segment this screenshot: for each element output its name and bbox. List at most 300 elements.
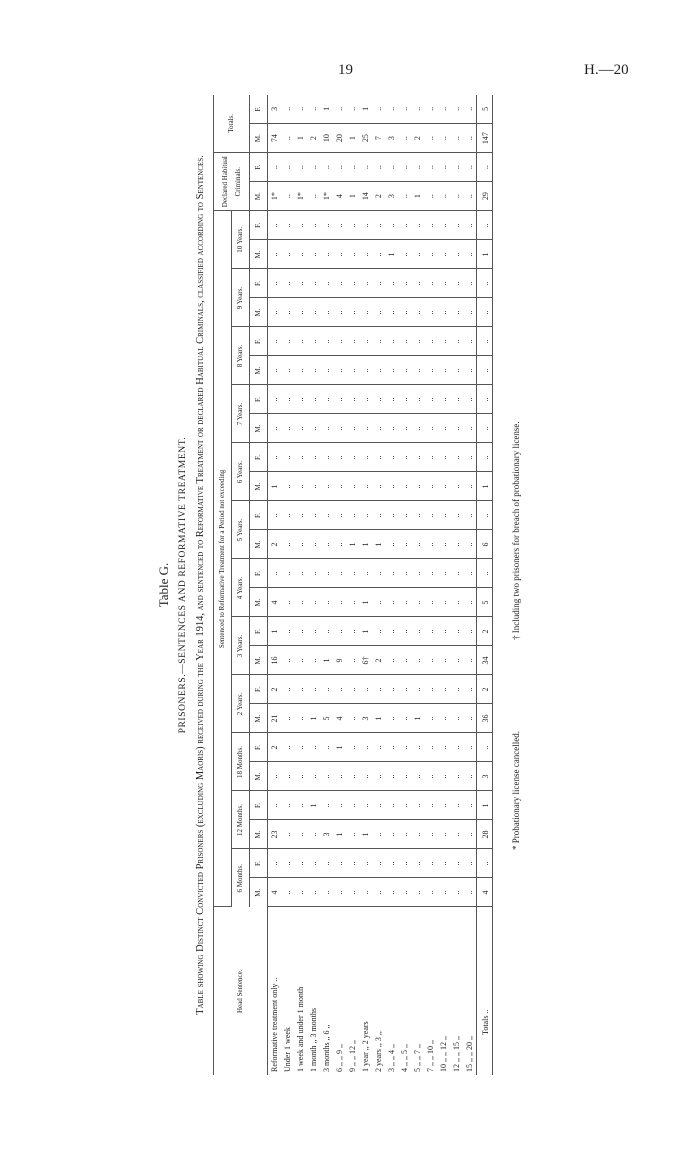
table-cell: .. — [477, 327, 493, 356]
table-cell: .. — [398, 153, 411, 182]
period-header: 3 Years. — [232, 617, 250, 675]
table-cell: .. — [359, 675, 372, 704]
table-cell: .. — [385, 530, 398, 559]
table-cell: .. — [450, 182, 463, 211]
table-cell: 21 — [268, 704, 282, 733]
table-cell: .. — [424, 820, 437, 849]
table-cell: 6† — [359, 646, 372, 675]
table-cell: .. — [359, 211, 372, 240]
table-cell: .. — [463, 356, 477, 385]
table-cell: .. — [320, 849, 333, 878]
table-cell: 1 — [307, 791, 320, 820]
table-cell: .. — [463, 182, 477, 211]
table-cell: .. — [281, 762, 294, 791]
table-cell: 1* — [268, 182, 282, 211]
table-cell: .. — [398, 443, 411, 472]
table-cell: .. — [437, 95, 450, 124]
table-cell: .. — [411, 472, 424, 501]
table-row — [372, 95, 385, 1075]
table-cell: .. — [411, 269, 424, 298]
table-cell: .. — [398, 298, 411, 327]
table-cell: 1 — [320, 646, 333, 675]
table-cell: .. — [333, 327, 346, 356]
table-cell: .. — [307, 385, 320, 414]
table-cell: .. — [281, 182, 294, 211]
table-cell: .. — [320, 675, 333, 704]
table-cell: .. — [437, 472, 450, 501]
table-cell: .. — [437, 240, 450, 269]
table-cell: .. — [424, 675, 437, 704]
female-column-header: F. — [250, 791, 268, 820]
table-cell: .. — [333, 356, 346, 385]
table-cell: .. — [346, 646, 359, 675]
table-cell: .. — [398, 588, 411, 617]
table-cell: .. — [320, 356, 333, 385]
table-cell: .. — [294, 733, 307, 762]
table-cell: 36 — [477, 704, 493, 733]
table-cell: .. — [437, 704, 450, 733]
table-cell: .. — [307, 820, 320, 849]
table-cell: .. — [477, 414, 493, 443]
table-cell: 1* — [294, 182, 307, 211]
table-cell: .. — [372, 501, 385, 530]
row-label: 9 ,, ,, 12 ,, — [348, 1040, 357, 1072]
table-cell: .. — [398, 762, 411, 791]
table-cell: .. — [281, 646, 294, 675]
table-cell: .. — [411, 733, 424, 762]
table-cell: .. — [463, 530, 477, 559]
table-cell: .. — [359, 356, 372, 385]
table-cell: 147 — [477, 124, 493, 153]
table-cell: .. — [281, 269, 294, 298]
table-cell: .. — [281, 820, 294, 849]
table-cell: 5 — [477, 95, 493, 124]
table-cell: .. — [437, 385, 450, 414]
period-header: 9 Years. — [232, 269, 250, 327]
table-cell: .. — [281, 211, 294, 240]
table-cell: .. — [359, 443, 372, 472]
table-cell: .. — [346, 414, 359, 443]
table-cell: .. — [307, 733, 320, 762]
table-cell: .. — [307, 356, 320, 385]
table-cell: .. — [477, 298, 493, 327]
table-cell: .. — [424, 878, 437, 907]
table-row — [385, 95, 398, 1075]
table-cell: .. — [333, 298, 346, 327]
table-cell: .. — [411, 820, 424, 849]
table-cell: .. — [294, 95, 307, 124]
table-cell: .. — [294, 588, 307, 617]
table-cell: .. — [424, 530, 437, 559]
table-cell: .. — [281, 124, 294, 153]
table-cell: .. — [463, 269, 477, 298]
table-cell: .. — [320, 501, 333, 530]
table-cell: .. — [333, 588, 346, 617]
table-cell: .. — [268, 385, 282, 414]
row-label: 1 month ,, 3 months — [309, 1007, 318, 1072]
table-caption: Table showing Distinct Convicted Prisoners (excluding Maoris) received during the Year 1914, and sentenced to Reformative Treatment or declared Habitual Criminals, classified according to Sentences. — [195, 155, 206, 1015]
table-cell: .. — [424, 95, 437, 124]
table-cell: .. — [437, 501, 450, 530]
table-row — [294, 95, 307, 1075]
table-cell: 1 — [477, 472, 493, 501]
table-cell: .. — [320, 153, 333, 182]
table-cell: .. — [359, 385, 372, 414]
table-cell: 1 — [477, 240, 493, 269]
table-cell: .. — [268, 211, 282, 240]
table-cell: .. — [411, 356, 424, 385]
table-cell: .. — [450, 153, 463, 182]
table-cell: .. — [307, 762, 320, 791]
female-column-header: F. — [250, 211, 268, 240]
table-cell: .. — [333, 878, 346, 907]
table-cell: .. — [450, 327, 463, 356]
table-cell: .. — [450, 472, 463, 501]
table-cell: .. — [411, 298, 424, 327]
table-cell: .. — [333, 762, 346, 791]
table-cell: .. — [281, 298, 294, 327]
sentences-table — [213, 95, 493, 1075]
table-cell: .. — [333, 675, 346, 704]
table-cell: .. — [437, 356, 450, 385]
table-cell: .. — [346, 878, 359, 907]
table-cell: .. — [372, 472, 385, 501]
table-cell: 14 — [359, 182, 372, 211]
table-cell: .. — [333, 153, 346, 182]
table-cell: .. — [333, 501, 346, 530]
female-column-header: F. — [250, 153, 268, 182]
row-label: 10 ,, ,, 12 ,, — [439, 1036, 448, 1072]
head-sentence-header: Head Sentence. — [214, 907, 268, 1075]
table-cell: .. — [294, 269, 307, 298]
table-cell: .. — [450, 298, 463, 327]
paper-reference: H.—20 — [584, 62, 629, 78]
table-cell: .. — [450, 878, 463, 907]
table-cell: .. — [372, 356, 385, 385]
table-cell: .. — [346, 356, 359, 385]
table-cell: .. — [398, 501, 411, 530]
female-column-header: F. — [250, 269, 268, 298]
row-label: 2 years ,, 3 ,, — [374, 1031, 383, 1072]
table-label: Table G. — [156, 562, 171, 608]
table-cell: .. — [424, 211, 437, 240]
female-column-header: F. — [250, 443, 268, 472]
table-cell: .. — [477, 849, 493, 878]
row-label: 5 ,, ,, 7 ,, — [413, 1044, 422, 1072]
table-cell: .. — [463, 501, 477, 530]
table-cell: .. — [346, 704, 359, 733]
table-cell: .. — [411, 530, 424, 559]
female-column-header: F. — [250, 675, 268, 704]
table-cell: .. — [385, 675, 398, 704]
table-cell: .. — [372, 675, 385, 704]
table-cell: .. — [463, 443, 477, 472]
table-cell: .. — [307, 240, 320, 269]
table-cell: 1 — [346, 124, 359, 153]
row-label: 1 year ,, 2 years — [361, 1021, 370, 1072]
table-cell: .. — [463, 124, 477, 153]
male-column-header: M. — [250, 878, 268, 907]
table-cell: .. — [385, 414, 398, 443]
table-cell: .. — [307, 298, 320, 327]
table-cell: .. — [307, 646, 320, 675]
table-cell: .. — [346, 791, 359, 820]
table-cell: .. — [320, 559, 333, 588]
table-cell: .. — [398, 182, 411, 211]
table-cell: 1 — [346, 530, 359, 559]
table-cell: .. — [437, 733, 450, 762]
table-cell: 1 — [294, 124, 307, 153]
table-cell: .. — [385, 385, 398, 414]
table-cell: 16 — [268, 646, 282, 675]
period-header: 18 Months. — [232, 733, 250, 791]
table-cell: .. — [463, 646, 477, 675]
table-cell: .. — [307, 182, 320, 211]
table-cell: .. — [372, 559, 385, 588]
table-cell: .. — [333, 385, 346, 414]
table-cell: 20 — [333, 124, 346, 153]
table-cell: .. — [359, 472, 372, 501]
row-label: 3 months ,, 6 ,, — [322, 1024, 331, 1072]
table-cell: .. — [437, 617, 450, 646]
table-cell: .. — [281, 530, 294, 559]
table-cell: .. — [477, 443, 493, 472]
table-cell: .. — [424, 327, 437, 356]
table-cell: .. — [281, 501, 294, 530]
reformative-period-header: Sentenced to Reformative Treatment for a Period not exceeding — [214, 211, 232, 907]
table-cell: .. — [320, 443, 333, 472]
table-cell: .. — [359, 501, 372, 530]
table-cell: .. — [346, 298, 359, 327]
table-cell: .. — [424, 124, 437, 153]
table-cell: .. — [372, 269, 385, 298]
male-column-header: M. — [250, 124, 268, 153]
table-row — [320, 95, 333, 1075]
table-cell: 74 — [268, 124, 282, 153]
period-header: 10 Years. — [232, 211, 250, 269]
table-cell: .. — [424, 617, 437, 646]
table-cell: .. — [463, 559, 477, 588]
table-cell: .. — [333, 211, 346, 240]
table-cell: .. — [411, 414, 424, 443]
table-cell: .. — [359, 559, 372, 588]
table-cell: .. — [450, 849, 463, 878]
table-cell: .. — [320, 385, 333, 414]
table-cell: .. — [477, 269, 493, 298]
table-cell: .. — [398, 530, 411, 559]
table-cell: .. — [372, 820, 385, 849]
table-heading — [155, 85, 208, 1085]
table-cell: .. — [437, 298, 450, 327]
table-cell: .. — [463, 849, 477, 878]
table-cell: .. — [398, 472, 411, 501]
table-cell: 3 — [320, 820, 333, 849]
table-cell: .. — [463, 820, 477, 849]
table-cell: .. — [359, 849, 372, 878]
table-cell: .. — [320, 878, 333, 907]
table-cell: .. — [333, 559, 346, 588]
table-cell: .. — [385, 588, 398, 617]
table-cell: .. — [346, 269, 359, 298]
table-cell: .. — [463, 153, 477, 182]
table-cell: 25 — [359, 124, 372, 153]
table-cell: .. — [437, 646, 450, 675]
table-cell: .. — [411, 791, 424, 820]
table-cell: .. — [320, 617, 333, 646]
table-cell: .. — [463, 472, 477, 501]
table-cell: .. — [437, 820, 450, 849]
table-cell: .. — [385, 733, 398, 762]
female-column-header: F. — [250, 501, 268, 530]
table-cell: .. — [320, 298, 333, 327]
table-cell: .. — [398, 211, 411, 240]
table-cell: .. — [307, 559, 320, 588]
table-cell: .. — [450, 95, 463, 124]
table-cell: .. — [294, 617, 307, 646]
row-label: 6 ,, ,, 9 ,, — [335, 1044, 344, 1072]
table-cell: .. — [268, 762, 282, 791]
table-cell: .. — [463, 385, 477, 414]
table-cell: .. — [268, 414, 282, 443]
table-cell: .. — [450, 501, 463, 530]
table-cell: .. — [320, 269, 333, 298]
table-cell: .. — [450, 762, 463, 791]
table-cell: .. — [346, 385, 359, 414]
table-cell: .. — [281, 95, 294, 124]
table-cell: .. — [333, 443, 346, 472]
table-cell: .. — [268, 791, 282, 820]
table-cell: 2 — [477, 617, 493, 646]
table-cell: .. — [437, 153, 450, 182]
table-cell: .. — [437, 124, 450, 153]
table-cell: .. — [398, 240, 411, 269]
table-cell: .. — [320, 588, 333, 617]
table-cell: .. — [307, 530, 320, 559]
table-cell: 1 — [268, 472, 282, 501]
table-cell: .. — [372, 762, 385, 791]
table-row — [346, 95, 359, 1075]
table-cell: 1 — [307, 704, 320, 733]
table-cell: .. — [294, 878, 307, 907]
table-cell: .. — [281, 704, 294, 733]
table-cell: .. — [398, 849, 411, 878]
table-cell: .. — [281, 849, 294, 878]
table-cell: .. — [477, 153, 493, 182]
table-cell: .. — [268, 298, 282, 327]
table-cell: .. — [372, 617, 385, 646]
table-cell: .. — [463, 617, 477, 646]
table-cell: .. — [450, 733, 463, 762]
table-cell: 1 — [333, 820, 346, 849]
page-number: 19 — [338, 62, 353, 78]
table-cell: .. — [268, 240, 282, 269]
table-cell: .. — [268, 356, 282, 385]
table-cell: .. — [450, 675, 463, 704]
table-cell: 1 — [477, 791, 493, 820]
table-cell: .. — [307, 95, 320, 124]
table-cell: .. — [450, 588, 463, 617]
table-cell: .. — [437, 530, 450, 559]
table-cell: .. — [424, 153, 437, 182]
table-cell: .. — [268, 849, 282, 878]
table-cell: .. — [346, 443, 359, 472]
table-cell: .. — [463, 675, 477, 704]
table-cell: .. — [294, 385, 307, 414]
table-cell: .. — [450, 385, 463, 414]
table-cell: .. — [385, 704, 398, 733]
table-cell: .. — [359, 240, 372, 269]
table-cell: .. — [385, 791, 398, 820]
table-cell: .. — [281, 617, 294, 646]
table-cell: .. — [333, 791, 346, 820]
table-row — [359, 95, 372, 1075]
table-cell: .. — [411, 646, 424, 675]
table-cell: .. — [294, 356, 307, 385]
table-cell: .. — [294, 443, 307, 472]
table-cell: .. — [424, 588, 437, 617]
table-cell: .. — [320, 733, 333, 762]
table-cell: .. — [372, 791, 385, 820]
table-cell: .. — [372, 733, 385, 762]
table-cell: .. — [346, 820, 359, 849]
table-cell: .. — [450, 530, 463, 559]
table-cell: .. — [385, 559, 398, 588]
table-cell: .. — [477, 733, 493, 762]
row-label: 12 ,, ,, 15 ,, — [452, 1036, 461, 1072]
table-cell: .. — [463, 95, 477, 124]
table-cell: .. — [437, 414, 450, 443]
table-cell: .. — [477, 356, 493, 385]
table-cell: .. — [307, 443, 320, 472]
header-group-row — [214, 95, 232, 1075]
table-row — [411, 95, 424, 1075]
table-row — [268, 95, 282, 1075]
table-cell: 2 — [372, 646, 385, 675]
table-cell: .. — [307, 849, 320, 878]
table-cell: .. — [398, 733, 411, 762]
table-cell: .. — [437, 762, 450, 791]
table-cell: .. — [437, 878, 450, 907]
row-label: Reformative treatment only .. — [270, 977, 279, 1072]
table-cell: .. — [359, 269, 372, 298]
table-cell: 5 — [320, 704, 333, 733]
table-cell: .. — [385, 356, 398, 385]
table-cell: .. — [346, 733, 359, 762]
table-cell: .. — [411, 762, 424, 791]
table-cell: .. — [294, 298, 307, 327]
table-cell: .. — [372, 588, 385, 617]
table-cell: .. — [463, 878, 477, 907]
table-row — [398, 95, 411, 1075]
table-cell: .. — [268, 269, 282, 298]
table-cell: .. — [372, 211, 385, 240]
table-cell: .. — [307, 675, 320, 704]
table-cell: .. — [424, 240, 437, 269]
row-label: 4 ,, ,, 5 ,, — [400, 1044, 409, 1072]
table-cell: .. — [294, 762, 307, 791]
table-cell: 1 — [359, 95, 372, 124]
table-cell: .. — [450, 124, 463, 153]
table-cell: .. — [307, 588, 320, 617]
table-cell: .. — [372, 443, 385, 472]
table-cell: .. — [385, 849, 398, 878]
period-header: 7 Years. — [232, 385, 250, 443]
table-cell: .. — [333, 849, 346, 878]
table-cell: .. — [463, 298, 477, 327]
totals-label: Totals .. — [477, 907, 493, 1075]
table-cell: 4 — [477, 878, 493, 907]
table-cell: .. — [477, 385, 493, 414]
